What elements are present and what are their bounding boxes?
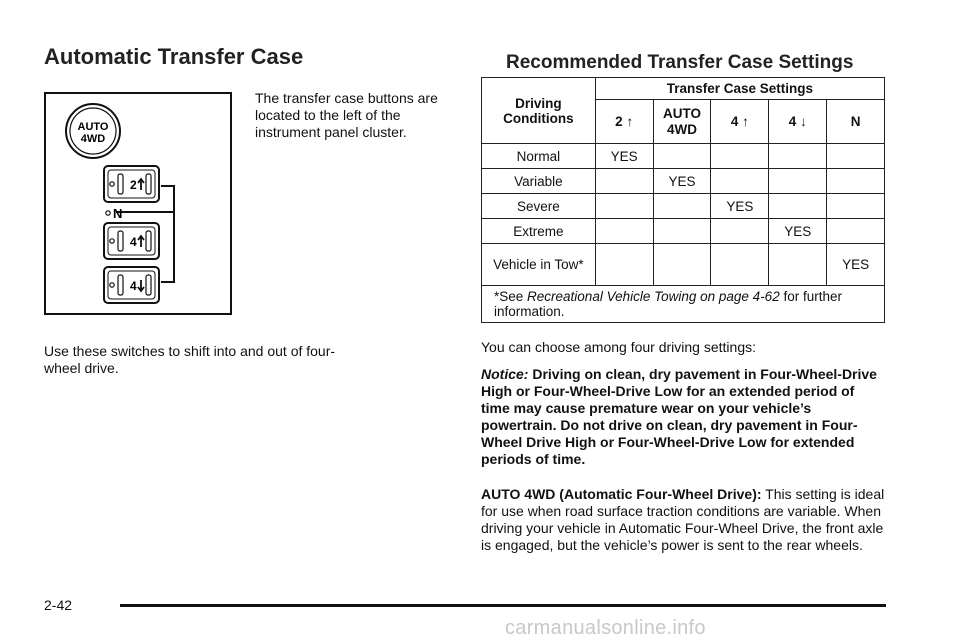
4hi-label: 4 [130,235,137,249]
table-cell [827,194,885,219]
table-row [482,144,885,169]
auto-4wd-label: AUTO 4WD (Automatic Four-Wheel Drive): [481,486,762,502]
table-cell [711,219,769,244]
table-cell [769,169,827,194]
table-cell [711,169,769,194]
table-title: Recommended Transfer Case Settings [506,52,854,73]
table-cell [711,244,769,286]
table-row [482,244,885,286]
header-transfer-case-settings: Transfer Case Settings [595,78,884,100]
auto-4wd-button-icon [66,104,120,158]
table-row [482,194,885,219]
table-row [482,219,885,244]
table-cell [653,144,711,169]
row-condition: Normal [482,144,596,169]
table-cell: YES [711,194,769,219]
table-cell: YES [595,144,653,169]
col-auto-4wd: AUTO 4WD [653,100,711,144]
col-4lo: 4 ↓ [769,100,827,144]
table-cell [827,169,885,194]
table-cell [595,169,653,194]
table-cell [827,144,885,169]
down-arrow-icon: ↓ [799,114,807,129]
2hi-button-icon [104,166,159,202]
table-cell [595,219,653,244]
col-4hi: 4 ↑ [711,100,769,144]
auto-label: AUTO [77,121,109,133]
table-cell: YES [827,244,885,286]
row-condition: Vehicle in Tow* [482,244,596,286]
intro-paragraph: You can choose among four driving settings: [481,339,756,355]
table-cell [595,244,653,286]
col-neutral: N [827,100,885,144]
4wd-label: 4WD [80,133,106,145]
2hi-label: 2 [130,178,137,192]
auto-4wd-text: This setting is ideal for use when road surface traction conditions are variable. When driving your vehicle in Automatic Four-Wheel Drive, the front axle is engaged, but the vehicle’s power is sent to the rear wheels. [481,486,885,553]
table-row [482,169,885,194]
notice-paragraph [481,366,886,468]
table-cell: YES [769,219,827,244]
table-footnote: *See Recreational Vehicle Towing on page 4-62 for further information. [482,286,885,323]
notice-label: Notice: [481,366,529,382]
table-cell [769,194,827,219]
towing-reference-link[interactable]: Recreational Vehicle Towing on page 4-62 [527,289,780,304]
switch-usage-paragraph: Use these switches to shift into and out of four-wheel drive. [44,343,336,376]
figure-caption: The transfer case buttons are located to the left of the instrument panel cluster. [255,90,438,140]
auto-4wd-paragraph [481,486,886,554]
up-arrow-icon: ↑ [742,114,749,129]
4lo-label: 4 [130,279,137,293]
header-driving-conditions: Driving Conditions [482,78,596,144]
table-cell [653,194,711,219]
col-2hi: 2 ↑ [595,100,653,144]
row-condition: Variable [482,169,596,194]
4lo-button-icon [104,267,159,303]
row-condition: Extreme [482,219,596,244]
table-cell [653,244,711,286]
row-condition: Severe [482,194,596,219]
table-cell [711,144,769,169]
table-cell [769,144,827,169]
transfer-case-buttons-figure [44,92,232,315]
table-cell [769,244,827,286]
table-cell [827,219,885,244]
neutral-label: N [113,206,123,221]
table-cell [653,219,711,244]
up-arrow-icon: ↑ [626,114,634,129]
watermark: carmanualsonline.info [505,617,706,639]
transfer-case-settings-table [481,77,885,323]
section-title: Automatic Transfer Case [44,44,304,69]
table-cell: YES [653,169,711,194]
page-number: 2-42 [44,597,73,613]
notice-text: Driving on clean, dry pavement in Four-Wheel-Drive High or Four-Wheel-Drive Low for an extended period of time may cause premature wear on your vehicle’s powertrain. Do not drive on clean, dry pavement in Four-Wheel Drive High or Four-Wheel-Drive Low for extended periods of time. [481,366,877,467]
table-cell [595,194,653,219]
4hi-button-icon [104,223,159,259]
footer-rule [120,604,886,607]
